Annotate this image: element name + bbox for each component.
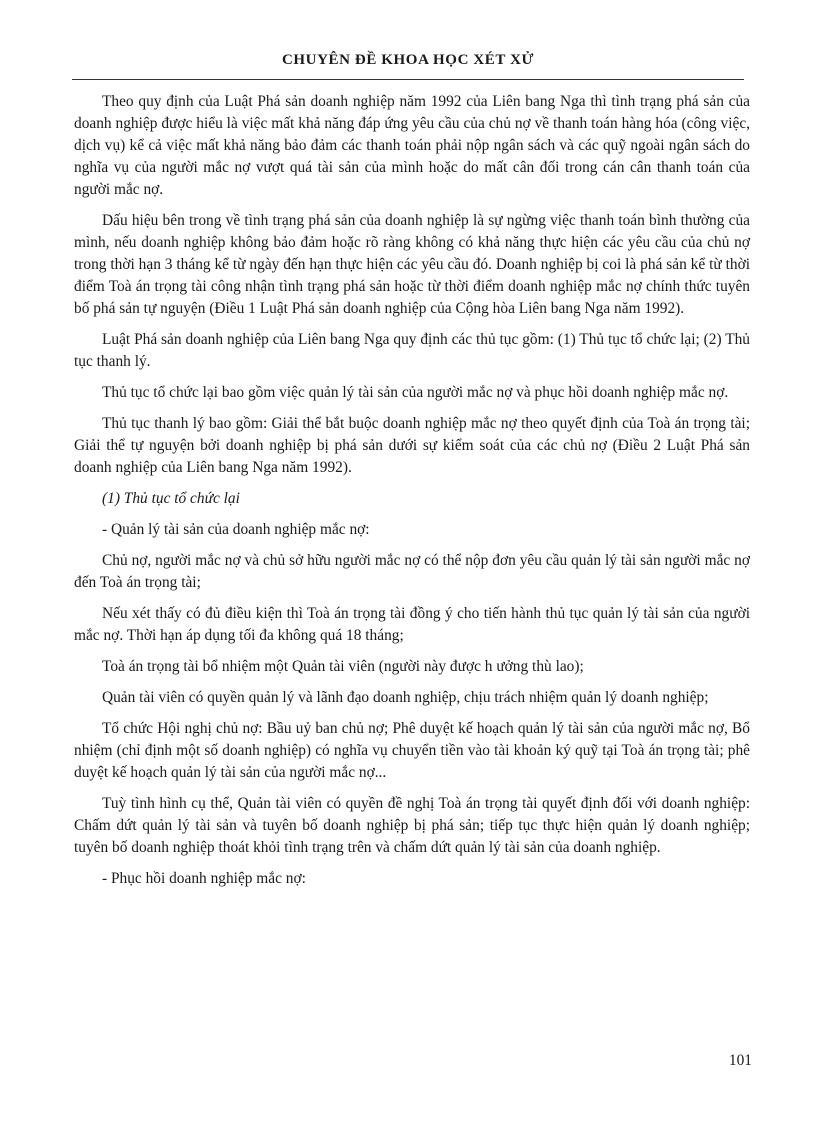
paragraph: - Quản lý tài sản của doanh nghiệp mắc nợ: — [102, 521, 370, 538]
paragraph: Quản tài viên có quyền quản lý và lãnh đạo doanh nghiệp, chịu trách nhiệm quản lý doanh nghiệp; — [102, 689, 709, 706]
section-heading: (1) Thủ tục tổ chức lại — [102, 490, 240, 507]
paragraph: Thủ tục tổ chức lại bao gồm việc quản lý tài sản của người mắc nợ và phục hồi doanh nghiệp mắc nợ. — [102, 384, 729, 401]
paragraph: Toà án trọng tài bổ nhiệm một Quản tài viên (người này được h ưởng thù lao); — [102, 658, 584, 675]
paragraph: Tổ chức Hội nghị chủ nợ: Bầu uỷ ban chủ nợ; Phê duyệt kế hoạch quản lý tài sản của người mắc nợ, Bổ nhiệm (chỉ định một số doanh nghiệp) có nghĩa vụ chuyển tiền vào tài khoản ký quỹ tại Toà án trọng tài; phê duyệt kế hoạch quản lý tài sản của người mắc nợ... — [74, 720, 750, 781]
paragraph: Nếu xét thấy có đủ điều kiện thì Toà án trọng tài đồng ý cho tiến hành thủ tục quản lý tài sản của người mắc nợ. Thời hạn áp dụng tối đa không quá 18 tháng; — [74, 605, 750, 644]
paragraph: Luật Phá sản doanh nghiệp của Liên bang Nga quy định các thủ tục gồm: (1) Thủ tục tổ chức lại; (2) Thủ tục thanh lý. — [74, 331, 750, 370]
document-body — [74, 91, 750, 899]
paragraph: Dấu hiệu bên trong về tình trạng phá sản của doanh nghiệp là sự ngừng việc thanh toán bình thường của mình, nếu doanh nghiệp không bảo đảm hoặc rõ ràng không có khả năng thực hiện các yêu cầu của chủ nợ trong thời hạn 3 tháng kể từ ngày đến hạn thực hiện các yêu cầu đó. Doanh nghiệp bị coi là phá sản kể từ thời điểm Toà án trọng tài công nhận tình trạng phá sản hoặc từ thời điểm doanh nghiệp mắc nợ chính thức tuyên bố phá sản tự nguyện (Điều 1 Luật Phá sản doanh nghiệp của Cộng hòa Liên bang Nga năm 1992). — [74, 212, 750, 317]
page-header-title: CHUYÊN ĐỀ KHOA HỌC XÉT XỬ — [281, 52, 535, 68]
paragraph: Theo quy định của Luật Phá sản doanh nghiệp năm 1992 của Liên bang Nga thì tình trạng phá sản của doanh nghiệp được hiểu là việc mất khả năng đáp ứng yêu cầu của chủ nợ về thanh toán hàng hóa (công việc, dịch vụ) kể cả việc mất khả năng bảo đảm các thanh toán phải nộp ngân sách và các quỹ ngoài ngân sách do nghĩa vụ của người mắc nợ vượt quá tài sản của mình hoặc do mất cân đối trong cán cân thanh toán của người mắc nợ. — [74, 93, 750, 198]
paragraph: Chủ nợ, người mắc nợ và chủ sở hữu người mắc nợ có thể nộp đơn yêu cầu quản lý tài sản người mắc nợ đến Toà án trọng tài; — [74, 552, 750, 591]
page-number: 101 — [728, 1052, 752, 1069]
paragraph: Tuỳ tình hình cụ thể, Quản tài viên có quyền đề nghị Toà án trọng tài quyết định đối với doanh nghiệp: Chấm dứt quản lý tài sản và tuyên bố doanh nghiệp bị phá sản; tiếp tục thực hiện quản lý doanh nghiệp; tuyên bố doanh nghiệp thoát khỏi tình trạng trên và chấm dứt quản lý tài sản của doanh nghiệp. — [74, 795, 750, 856]
paragraph: - Phục hồi doanh nghiệp mắc nợ: — [102, 870, 306, 887]
paragraph: Thủ tục thanh lý bao gồm: Giải thể bắt buộc doanh nghiệp mắc nợ theo quyết định của Toà án trọng tài; Giải thể tự nguyện bởi doanh nghiệp bị phá sản dưới sự kiểm soát của các chủ nợ (Điều 2 Luật Phá sản doanh nghiệp của Liên bang Nga năm 1992). — [74, 415, 750, 476]
header-divider — [72, 79, 744, 80]
